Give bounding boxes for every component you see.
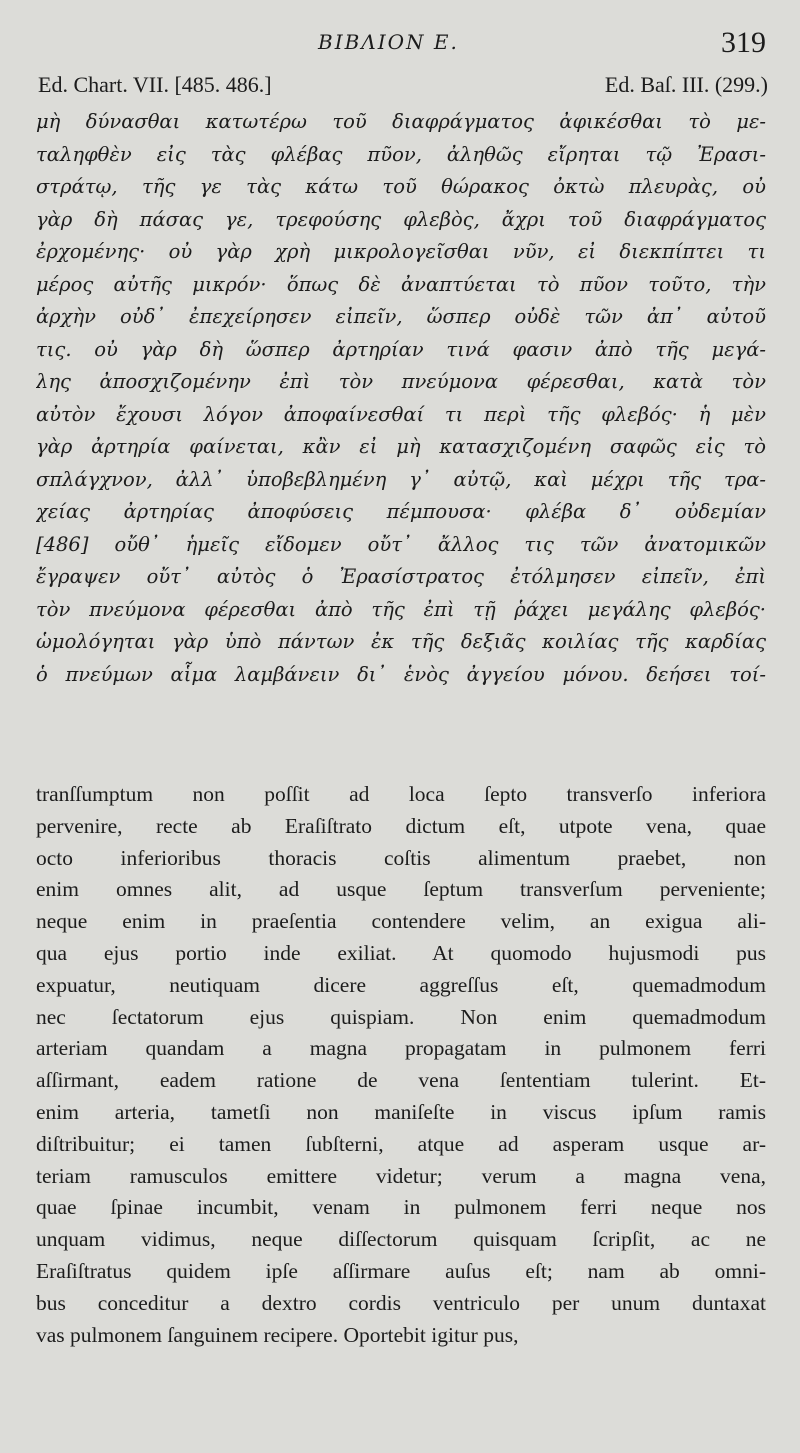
- greek-text-block: [36, 106, 766, 691]
- greek-line: γὰρ δὴ πάσας γε, τρεφούσης φλεβὸς, ἄχρι τοῦ διαφράγματος: [36, 207, 766, 231]
- greek-line: ἐρχομένης· οὐ γὰρ χρὴ μικρολογεῖσθαι νῦν, εἰ διεκπίπτει τι: [36, 240, 766, 263]
- latin-line: teriam ramusculos emittere videtur; verum a magna vena,: [36, 1163, 766, 1188]
- edition-reference-line: [38, 72, 768, 102]
- latin-line: arteriam quandam a magna propagatam in pulmonem ferri: [36, 1036, 766, 1061]
- latin-line: Eraſiſtratus quidem ipſe aſſirmare auſus eſt; nam ab omni-: [36, 1258, 766, 1283]
- greek-line: ὡμολόγηται γὰρ ὑπὸ πάντων ἐκ τῆς δεξιᾶς κοιλίας τῆς καρδίας: [36, 630, 766, 653]
- greek-line: [486] οὔθ᾽ ἡμεῖς εἴδομεν οὔτ᾽ ἄλλος τις τῶν ἀνατομικῶν: [36, 532, 766, 556]
- greek-line: μέρος αὐτῆς μικρόν· ὅπως δὲ ἀναπτύεται τὸ πῦον τοῦτο, τὴν: [36, 272, 766, 296]
- greek-line: λης ἀποσχιζομένην ἐπὶ τὸν πνεύμονα φέρεσθαι, κατὰ τὸν: [36, 370, 766, 393]
- edition-chartier-reference: Ed. Chart. VII. [485. 486.]: [38, 72, 272, 97]
- latin-line: neque enim in praeſentia contendere velim, an exigua ali-: [36, 909, 766, 934]
- greek-line: ἀρχὴν οὐδ᾽ ἐπεχείρησεν εἰπεῖν, ὥσπερ οὐδὲ τῶν ἀπ᾽ αὐτοῦ: [36, 305, 766, 328]
- greek-line: μὴ δύνασθαι κατωτέρω τοῦ διαφράγματος ἀφικέσθαι τὸ με-: [36, 110, 766, 133]
- latin-text-block: [36, 779, 766, 1351]
- latin-line: enim omnes alit, ad usque ſeptum transverſum perveniente;: [36, 877, 766, 902]
- latin-line: quae ſpinae incumbit, venam in pulmonem ferri neque nos: [36, 1195, 766, 1220]
- edition-basel-reference: Ed. Baſ. III. (299.): [604, 72, 768, 97]
- book-title: BIBΛION E.: [318, 30, 459, 54]
- latin-line: qua ejus portio inde exiliat. At quomodo hujusmodi pus: [36, 940, 766, 965]
- greek-line: σπλάγχνον, ἀλλ᾽ ὑποβεβλημένη γ᾽ αὐτῷ, καὶ μέχρι τῆς τρα-: [36, 467, 766, 491]
- greek-line: αὐτὸν ἔχουσι λόγον ἀποφαίνεσθαί τι περὶ τῆς φλεβός· ἡ μὲν: [36, 402, 766, 426]
- greek-line: ταληφθὲν εἰς τὰς φλέβας πῦον, ἀληθῶς εἴρηται τῷ Ἐρασι-: [36, 142, 766, 166]
- greek-line: τις. οὐ γὰρ δὴ ὥσπερ ἀρτηρίαν τινά φασιν ἀπὸ τῆς μεγά-: [36, 337, 766, 361]
- latin-line: tranſſumptum non poſſit ad loca ſepto transverſo inferiora: [36, 782, 766, 806]
- latin-line: unquam vidimus, neque diſſectorum quisquam ſcripſit, ac ne: [36, 1227, 766, 1252]
- latin-line: expuatur, neutiquam dicere aggreſſus eſt, quemadmodum: [36, 972, 766, 997]
- latin-line: bus conceditur a dextro cordis ventriculo per unum duntaxat: [36, 1290, 766, 1315]
- running-head: [0, 26, 800, 62]
- greek-line: χείας ἀρτηρίας ἀποφύσεις πέμπουσα· φλέβα δ᾽ οὐδεμίαν: [36, 500, 766, 523]
- latin-line: vas pulmonem ſanguinem recipere. Oportebit igitur pus,: [36, 1322, 519, 1347]
- greek-line: γὰρ ἀρτηρία φαίνεται, κἂν εἰ μὴ κατασχιζομένη σαφῶς εἰς τὸ: [36, 435, 766, 458]
- greek-line: ὁ πνεύμων αἷμα λαμβάνειν δι᾽ ἑνὸς ἀγγείου μόνου. δεήσει τοί-: [36, 662, 766, 686]
- latin-line: octo inferioribus thoracis coſtis alimentum praebet, non: [36, 845, 766, 870]
- latin-line: pervenire, recte ab Eraſiſtrato dictum eſt, utpote vena, quae: [36, 813, 766, 838]
- page-number: 319: [721, 26, 766, 59]
- greek-line: στράτῳ, τῆς γε τὰς κάτω τοῦ θώρακος ὀκτὼ πλευρὰς, οὐ: [36, 175, 766, 198]
- greek-line: τὸν πνεύμονα φέρεσθαι ἀπὸ τῆς ἐπὶ τῇ ῥάχει μεγάλης φλεβός·: [36, 597, 766, 621]
- greek-line: ἔγραψεν οὔτ᾽ αὐτὸς ὁ Ἐρασίστρατος ἐτόλμησεν εἰπεῖν, ἐπὶ: [36, 565, 766, 588]
- latin-line: diſtribuitur; ei tamen ſubſterni, atque ad asperam usque ar-: [36, 1131, 766, 1156]
- latin-line: aſſirmant, eadem ratione de vena ſententiam tulerint. Et-: [36, 1068, 766, 1093]
- latin-line: enim arteria, tametſi non maniſeſte in viscus ipſum ramis: [36, 1099, 766, 1124]
- latin-line: nec ſectatorum ejus quispiam. Non enim quemadmodum: [36, 1004, 766, 1029]
